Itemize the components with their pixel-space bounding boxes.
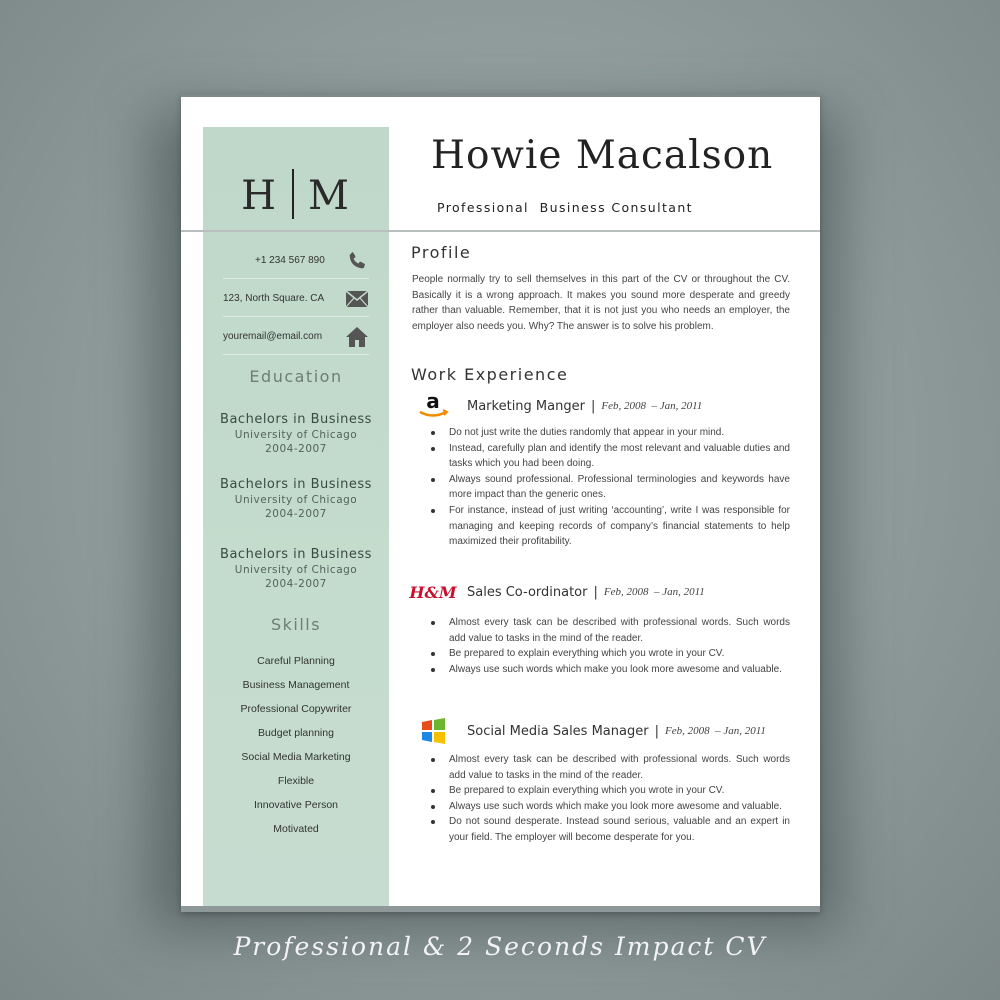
caption: Professional & 2 Seconds Impact CV: [233, 932, 767, 961]
contact-phone-text: +1 234 567 890: [255, 255, 325, 266]
bullet-item: Do not sound desperate. Instead sound serious, valuable and an expert in your field. The employer will become desperate for you.: [431, 814, 790, 845]
resume-page: [181, 94, 820, 912]
job-dates: Feb, 2008 – Jan, 2011: [603, 586, 705, 598]
bullet-item: Be prepared to explain everything which you wrote in your CV.: [431, 646, 790, 662]
skill-item: Professional Copywriter: [240, 703, 352, 715]
hm-logo: [409, 577, 457, 607]
job-bullets: [431, 752, 790, 846]
education-degree: Bachelors in Business: [220, 412, 372, 427]
bullet-item: Instead, carefully plan and identify the most relevant and valuable duties and tasks which you had been doing.: [431, 441, 790, 472]
skill-item: Social Media Marketing: [241, 751, 351, 763]
bullet-item: Almost every task can be described with professional words. Such words add value to tasks in the mind of the reader.: [431, 752, 790, 783]
job-separator: |: [593, 584, 598, 600]
bullet-item: Do not just write the duties randomly that appear in your mind.: [431, 425, 790, 441]
contact-address: [223, 281, 369, 317]
candidate-name: Howie Macalson: [431, 133, 774, 178]
job-role: Sales Co-ordinator: [467, 584, 588, 600]
profile-heading: Profile: [411, 243, 472, 262]
job-dates: Feb, 2008 – Jan, 2011: [601, 400, 703, 412]
windows-logo: [413, 716, 453, 746]
sidebar: [203, 127, 389, 911]
education-degree: Bachelors in Business: [220, 477, 372, 492]
job-dates: Feb, 2008 – Jan, 2011: [664, 725, 766, 737]
monogram-right: M: [307, 173, 351, 219]
job-bullets: [431, 425, 790, 550]
bullet-item: Always use such words which make you look more awesome and valuable.: [431, 662, 790, 678]
mail-icon: [345, 287, 369, 311]
education-degree: Bachelors in Business: [220, 547, 372, 562]
svg-text:a: a: [426, 391, 440, 413]
phone-icon: [345, 249, 369, 273]
monogram: [203, 169, 389, 219]
skills-list: [203, 653, 389, 845]
education-school: University of Chicago: [234, 564, 358, 576]
hm-logo-text: H&M: [409, 582, 457, 602]
education-years: 2004-2007: [265, 508, 327, 520]
education-school: University of Chicago: [234, 494, 358, 506]
bullet-item: Almost every task can be described with professional words. Such words add value to tasks in the mind of the reader.: [431, 615, 790, 646]
job-separator: |: [590, 398, 596, 414]
profile-text: People normally try to sell themselves in this part of the CV or throughout the CV. Basically it is a wrong approach. It makes you sound more desperate and greedy rather than valuable. Remember, that it is not just you who needs an employer, the employer also needs you. Why? The answer is to solve his problem.: [412, 274, 790, 332]
contact-address-text: 123, North Square. CA: [223, 293, 325, 304]
contact-email: [223, 319, 369, 355]
job-separator: |: [654, 723, 659, 739]
education-item: [203, 412, 389, 455]
skill-item: Motivated: [273, 823, 319, 835]
job-header: [413, 391, 702, 421]
bullet-item: Always sound professional. Professional terminologies and keywords have more impact than the generic ones.: [431, 472, 790, 503]
bullet-item: Always use such words which make you look more awesome and valuable.: [431, 799, 790, 815]
header-divider: [181, 230, 820, 232]
education-school: University of Chicago: [234, 429, 358, 441]
job-header: [413, 716, 766, 746]
skill-item: Budget planning: [258, 727, 334, 739]
skill-item: Flexible: [277, 775, 315, 787]
education-years: 2004-2007: [265, 578, 327, 590]
contact-phone: [223, 243, 369, 279]
bullet-item: Be prepared to explain everything which you wrote in your CV.: [431, 783, 790, 799]
education-heading: Education: [249, 367, 343, 386]
bullet-item: For instance, instead of just writing ‘accounting’, write I was responsible for managing and keeping records of company’s financial statements to help maximized their profitability.: [431, 503, 790, 550]
contact-email-text: youremail@email.com: [223, 331, 323, 342]
education-item: [203, 477, 389, 520]
candidate-title: Professional Business Consultant: [437, 200, 693, 215]
monogram-left: H: [241, 173, 278, 219]
work-experience-heading: Work Experience: [411, 365, 569, 384]
amazon-logo: [413, 391, 453, 421]
job-role: Social Media Sales Manager: [467, 723, 649, 739]
skills-heading: Skills: [270, 615, 322, 634]
job-header: [409, 577, 705, 607]
monogram-divider: [292, 169, 294, 219]
education-years: 2004-2007: [265, 443, 327, 455]
job-bullets: [431, 615, 790, 677]
job-role: Marketing Manger: [467, 398, 585, 414]
education-item: [203, 547, 389, 590]
skill-item: Business Management: [242, 679, 350, 691]
home-icon: [345, 325, 369, 349]
skill-item: Innovative Person: [253, 799, 339, 811]
skill-item: Careful Planning: [257, 655, 335, 667]
